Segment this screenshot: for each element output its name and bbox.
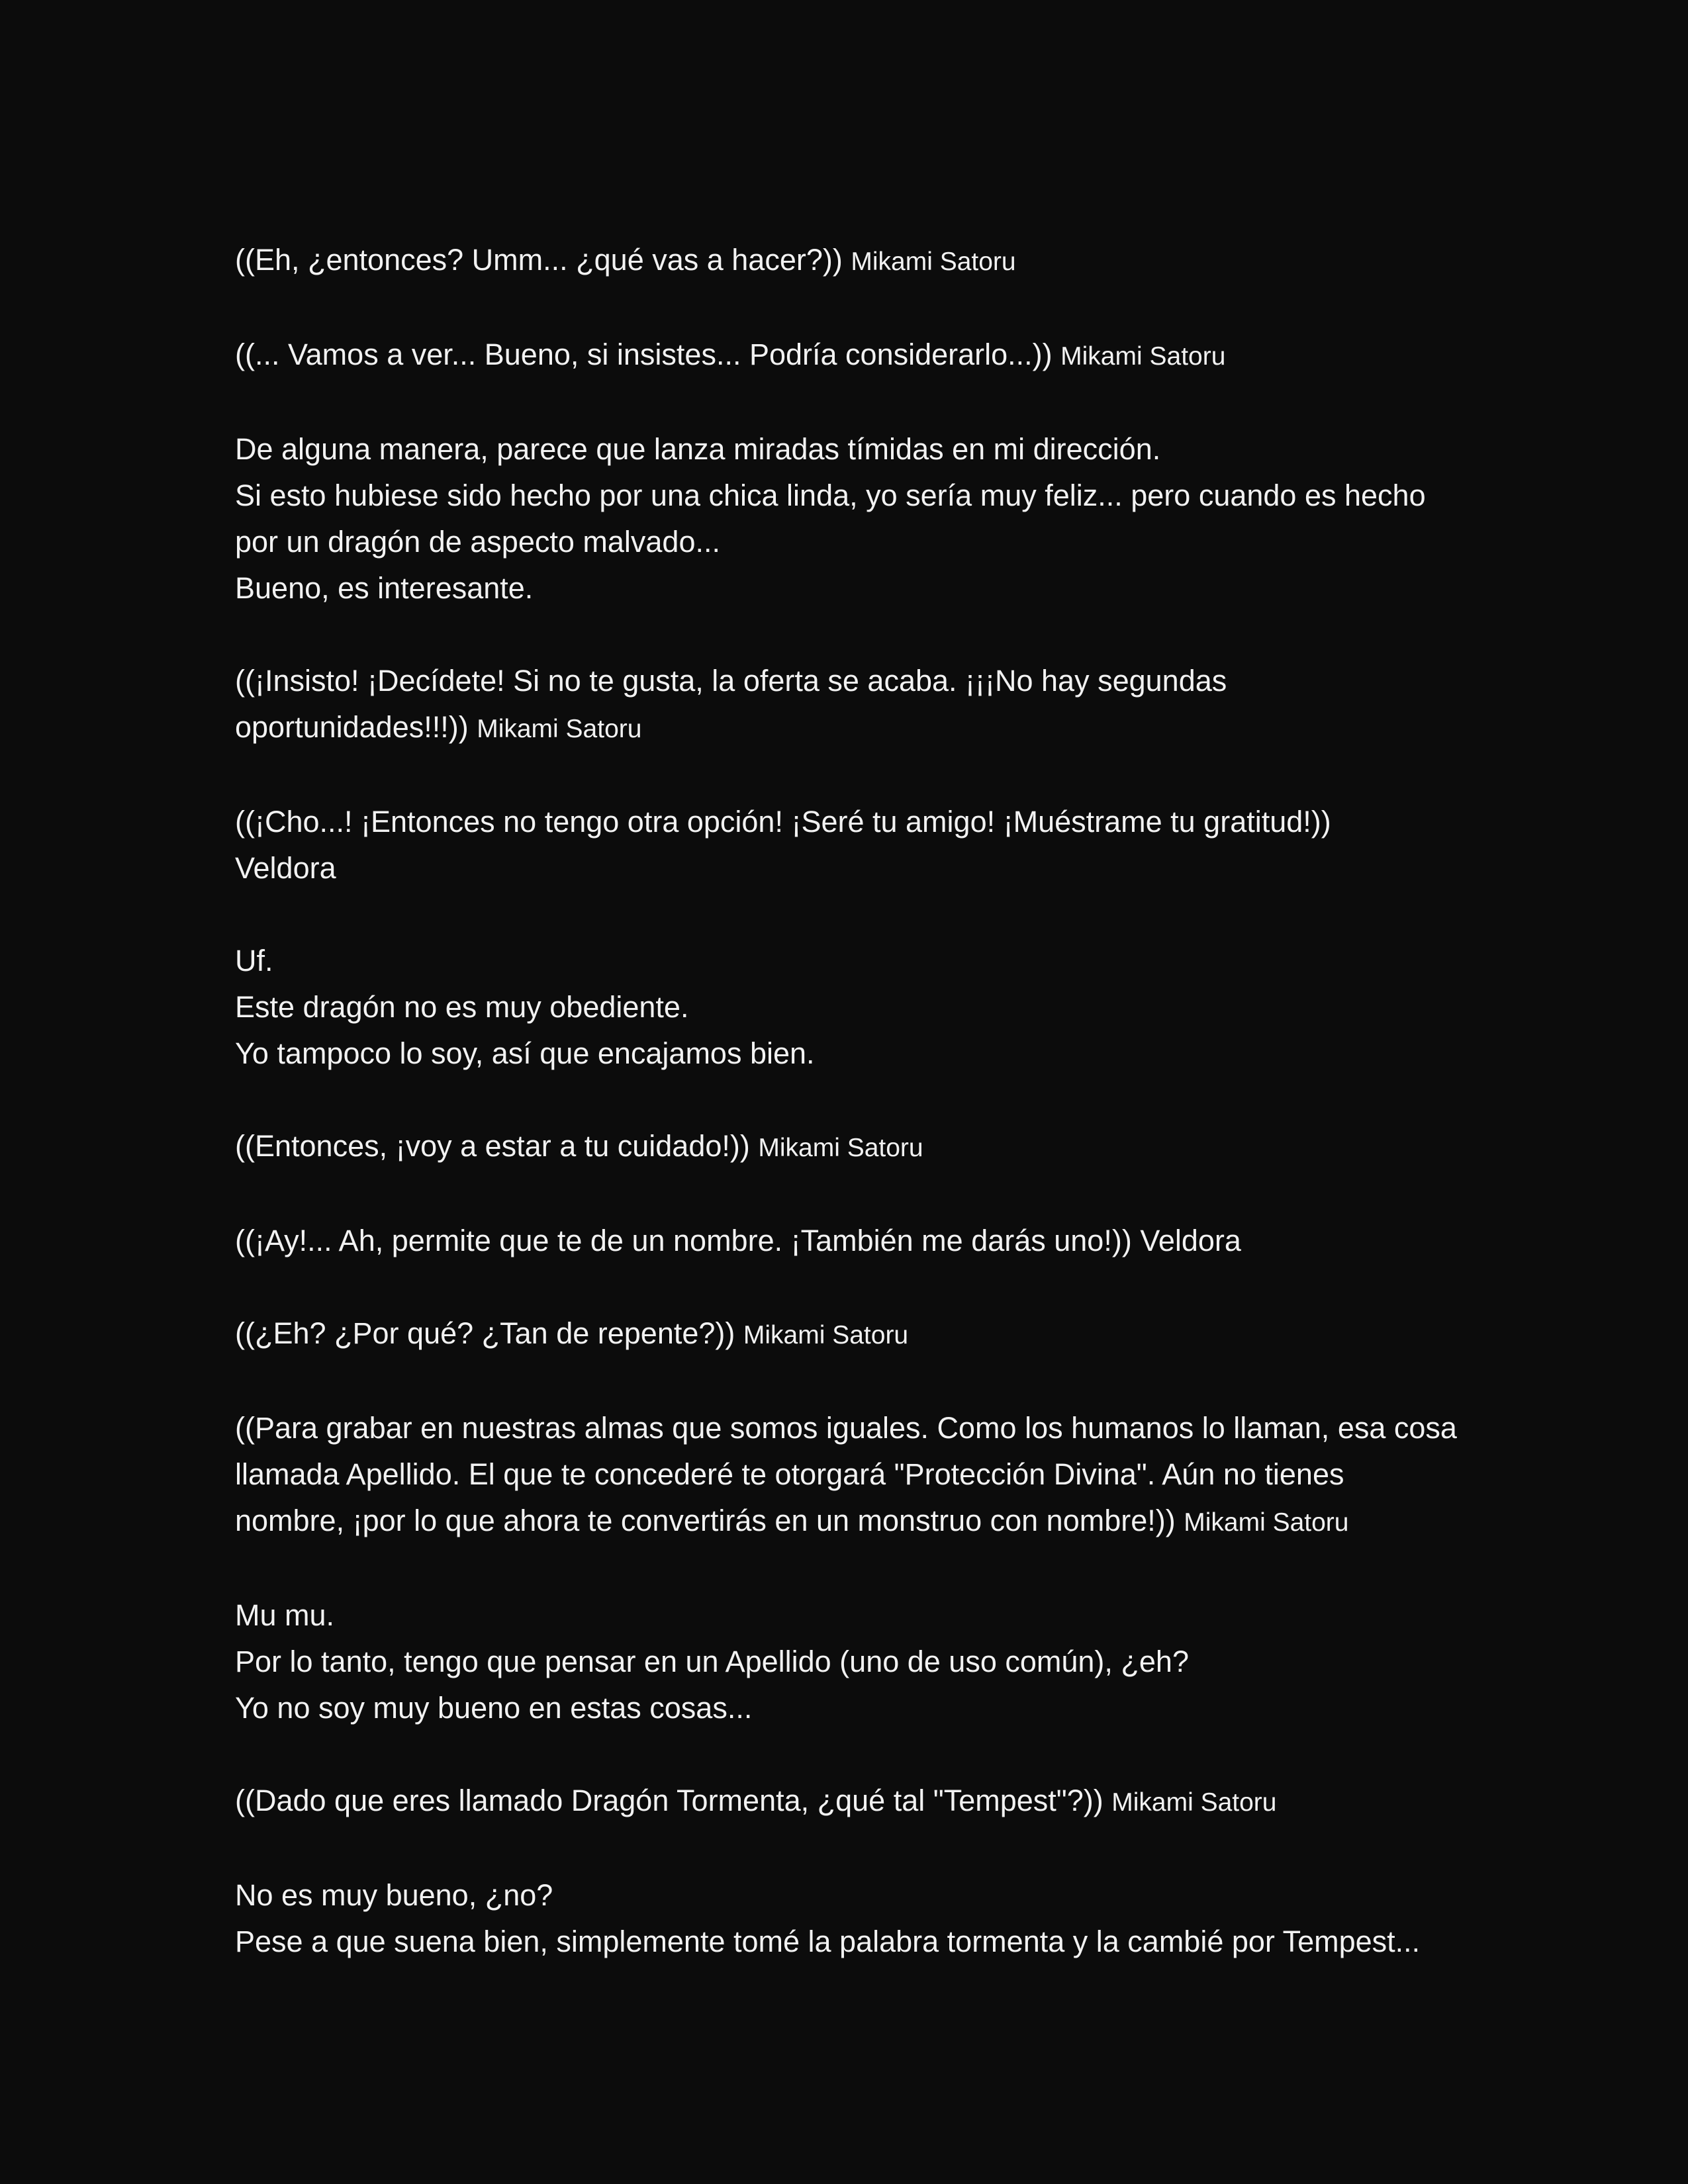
text-line: ((¡Ay!... Ah, permite que te de un nombre. ¡También me darás uno!)) Veldora: [235, 1224, 1241, 1257]
paragraph: [235, 1218, 1479, 1264]
speaker-name: Mikami Satoru: [758, 1134, 923, 1162]
speaker-name: Mikami Satoru: [1184, 1508, 1349, 1537]
line-text: nombre, ¡por lo que ahora te convertirás en un monstruo con nombre!)): [235, 1504, 1184, 1537]
paragraph: [235, 1872, 1479, 1965]
document-page: [235, 237, 1479, 2011]
line-text: oportunidades!!!)): [235, 710, 477, 744]
text-line: Uf.: [235, 944, 273, 978]
text-line: por un dragón de aspecto malvado...: [235, 525, 720, 559]
line-text: ((... Vamos a ver... Bueno, si insistes... Podría considerarlo...)): [235, 338, 1061, 371]
text-line: Este dragón no es muy obediente.: [235, 990, 689, 1024]
paragraph: [235, 1123, 1479, 1171]
text-line: [235, 704, 1479, 752]
text-line: llamada Apellido. El que te concederé te otorgará "Protección Divina". Aún no tienes: [235, 1457, 1344, 1491]
paragraph: [235, 332, 1479, 380]
line-text: ((Dado que eres llamado Dragón Tormenta, ¿qué tal "Tempest"?)): [235, 1784, 1112, 1817]
text-line: Si esto hubiese sido hecho por una chica linda, yo sería muy feliz... pero cuando es hecho: [235, 478, 1426, 512]
paragraph: [235, 1310, 1479, 1359]
text-line: Yo tampoco lo soy, así que encajamos bien.: [235, 1036, 815, 1070]
speaker-name: Mikami Satoru: [743, 1321, 909, 1349]
text-line: Yo no soy muy bueno en estas cosas...: [235, 1691, 753, 1725]
text-line: Pese a que suena bien, simplemente tomé la palabra tormenta y la cambié por Tempest...: [235, 1925, 1421, 1958]
line-text: ((Eh, ¿entonces? Umm... ¿qué vas a hacer?)): [235, 243, 851, 277]
text-line: No es muy bueno, ¿no?: [235, 1878, 553, 1912]
text-line: ((Para grabar en nuestras almas que somos iguales. Como los humanos lo llaman, esa cosa: [235, 1411, 1457, 1445]
speaker-name: Mikami Satoru: [1111, 1788, 1277, 1817]
paragraph: [235, 1592, 1479, 1731]
text-line: ((¡Insisto! ¡Decídete! Si no te gusta, la oferta se acaba. ¡¡¡No hay segundas: [235, 664, 1227, 698]
paragraph: [235, 799, 1479, 891]
text-line: Veldora: [235, 851, 336, 885]
paragraph: [235, 1405, 1479, 1546]
speaker-name: Mikami Satoru: [477, 715, 642, 743]
paragraph: [235, 658, 1479, 752]
text-line: Bueno, es interesante.: [235, 571, 534, 605]
line-text: ((Entonces, ¡voy a estar a tu cuidado!)): [235, 1129, 759, 1163]
text-line: [235, 1498, 1479, 1546]
text-line: [235, 1310, 1479, 1359]
text-line: De alguna manera, parece que lanza miradas tímidas en mi dirección.: [235, 432, 1161, 466]
paragraph: [235, 426, 1479, 612]
paragraph: [235, 237, 1479, 285]
text-line: Mu mu.: [235, 1598, 335, 1632]
paragraph: [235, 938, 1479, 1077]
text-line: [235, 332, 1479, 380]
text-line: [235, 237, 1479, 285]
paragraph: [235, 1778, 1479, 1826]
text-line: [235, 1123, 1479, 1171]
text-line: Por lo tanto, tengo que pensar en un Apellido (uno de uso común), ¿eh?: [235, 1645, 1189, 1678]
line-text: ((¿Eh? ¿Por qué? ¿Tan de repente?)): [235, 1316, 743, 1350]
text-line: [235, 1778, 1479, 1826]
speaker-name: Mikami Satoru: [851, 248, 1016, 276]
speaker-name: Mikami Satoru: [1060, 342, 1226, 371]
text-line: ((¡Cho...! ¡Entonces no tengo otra opción! ¡Seré tu amigo! ¡Muéstrame tu gratitud!)): [235, 805, 1331, 839]
